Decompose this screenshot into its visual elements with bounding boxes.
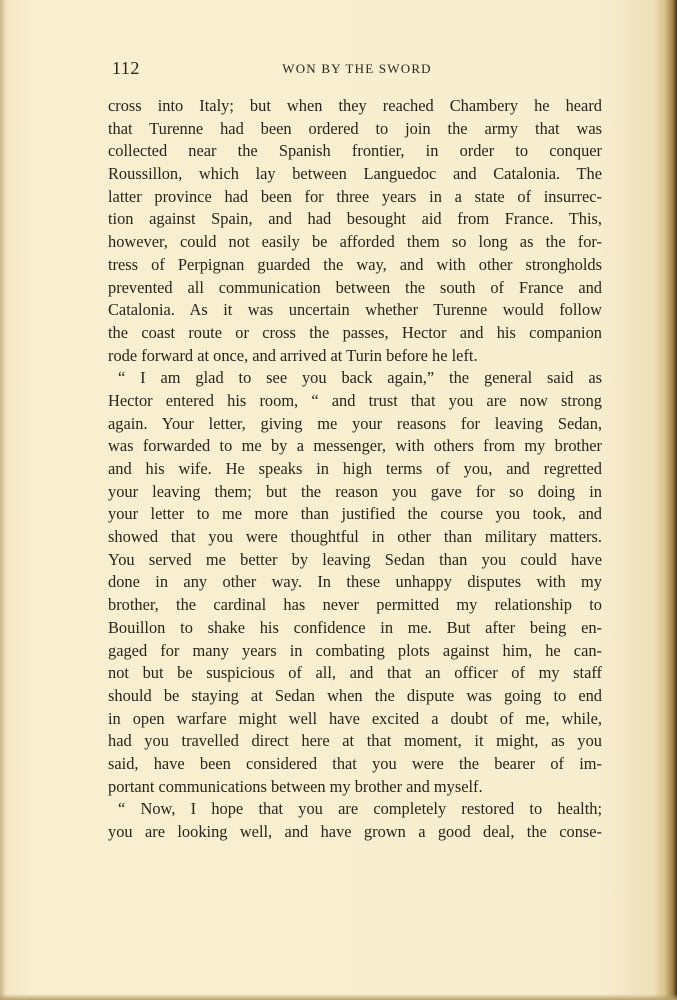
text-line: had you travelled direct here at that moment, it might, as you [108,731,602,751]
text-line: collected near the Spanish frontier, in order to conquer [108,141,602,161]
text-line: brother, the cardinal has never permitted my relationship to [108,595,602,615]
body-text [108,95,602,844]
text-line: said, have been considered that you were the bearer of im- [108,753,602,773]
text-line: cross into Italy; but when they reached Chambery he heard [108,96,602,115]
text-line: tion against Spain, and had besought aid from France. This, [108,209,602,229]
text-line: however, could not easily be afforded them so long as the for- [108,232,602,252]
text-line: and his wife. He speaks in high terms of you, and regretted [108,459,602,478]
text-line: tress of Perpignan guarded the way, and with other strongholds [108,254,602,274]
text-line: in open warfare might well have excited a doubt of me, while, [108,708,602,728]
text-line: Roussillon, which lay between Languedoc and Catalonia. The [108,164,602,184]
page-left-edge [0,0,6,1000]
text-line: latter province had been for three years in a state of insurrec- [108,186,602,206]
page-number: 112 [112,58,140,78]
text-line: “ I am glad to see you back again,” the general said as [118,368,602,388]
text-line: was forwarded to me by a messenger, with others from my brother [108,436,602,456]
text-line: portant communications between my brother and myself. [108,776,483,796]
text-line: the coast route or cross the passes, Hector and his companion [108,322,602,342]
text-line: done in any other way. In these unhappy disputes with my [108,572,602,592]
text-line: Bouillon to shake his confidence in me. But after being en- [108,617,602,637]
page-bottom-edge [0,994,677,1000]
text-line: Catalonia. As it was uncertain whether Turenne would follow [108,300,602,320]
text-line: prevented all communication between the south of France and [108,277,602,297]
text-line: rode forward at once, and arrived at Turin before he left. [108,345,478,365]
text-line: You served me better by leaving Sedan than you could have [108,549,602,569]
text-line: “ Now, I hope that you are completely restored to health; [118,799,602,819]
text-line: Hector entered his room, “ and trust that you are now strong [108,390,602,410]
text-line: should be staying at Sedan when the dispute was going to end [108,685,602,705]
text-line: that Turenne had been ordered to join the army that was [108,118,602,138]
text-line: again. Your letter, giving me your reasons for leaving Sedan, [108,413,602,433]
text-line: not but be suspicious of all, and that an officer of my staff [108,663,602,683]
text-line: gaged for many years in combating plots against him, he can- [108,640,602,660]
text-line: your letter to me more than justified the course you took, and [108,504,602,524]
running-head: WON BY THE SWORD [282,61,432,76]
page-header [112,58,602,82]
text-line: showed that you were thoughtful in other than military matters. [108,527,602,547]
text-line: you are looking well, and have grown a good deal, the conse- [108,822,602,841]
text-line: your leaving them; but the reason you gave for so doing in [108,481,602,501]
page-right-edge-shadow [655,0,677,1000]
